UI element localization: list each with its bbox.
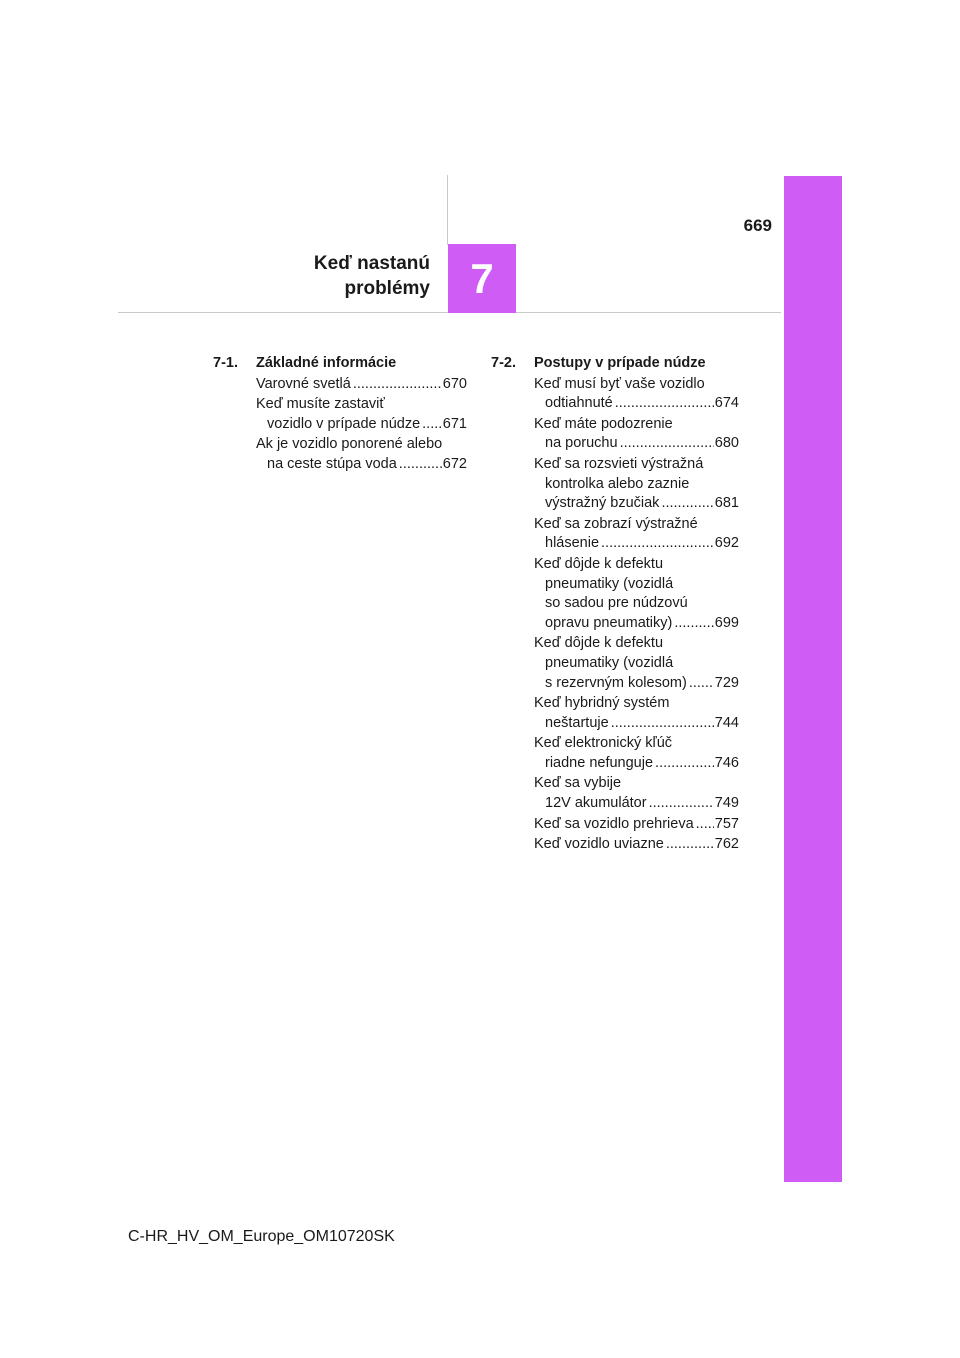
chapter-number: 7 bbox=[470, 254, 494, 302]
toc-entry[interactable] bbox=[534, 634, 739, 693]
toc-entry-line: 12V akumulátor ..... bbox=[534, 794, 714, 814]
toc-entry[interactable] bbox=[534, 835, 739, 855]
toc-entry-line: Keď sa zobrazí výstražné bbox=[534, 515, 698, 532]
toc-entry[interactable] bbox=[534, 555, 739, 633]
toc-entry-text bbox=[256, 395, 442, 434]
toc-entry-line: Keď elektronický kľúč bbox=[534, 735, 673, 752]
toc-entry[interactable] bbox=[534, 375, 739, 414]
toc-entry-line: na poruchu ..... bbox=[534, 434, 714, 454]
section-title: Základné informácie bbox=[256, 355, 397, 371]
toc-section-7-1 bbox=[213, 354, 467, 475]
toc-entry-line: Keď vozidlo uviazne ..... bbox=[534, 835, 714, 855]
toc-entry-line: Keď hybridný systém bbox=[534, 695, 670, 712]
toc-entry-text bbox=[534, 415, 714, 454]
toc-entry-page: 699 bbox=[714, 614, 739, 631]
document-footer-code: C-HR_HV_OM_Europe_OM10720SK bbox=[128, 1228, 395, 1245]
header-vertical-rule bbox=[447, 175, 448, 245]
toc-entry-line: na ceste stúpa voda ..... bbox=[256, 455, 442, 475]
toc-entry-text bbox=[534, 375, 714, 414]
toc-entry[interactable] bbox=[256, 435, 467, 474]
toc-entry[interactable] bbox=[534, 694, 739, 733]
section-heading bbox=[213, 354, 467, 374]
toc-entry-line: Keď sa rozsvieti výstražná bbox=[534, 455, 704, 472]
toc-entry[interactable] bbox=[256, 395, 467, 434]
toc-entry-page: 672 bbox=[442, 455, 467, 472]
toc-entry-line: Keď dôjde k defektu bbox=[534, 635, 664, 652]
toc-entry-line: Keď sa vybije bbox=[534, 775, 622, 792]
toc-entry-text bbox=[534, 694, 714, 733]
toc-entry-line: Varovné svetlá ..... bbox=[256, 375, 442, 395]
toc-entry-page: 671 bbox=[442, 415, 467, 432]
toc-entry-line: Keď dôjde k defektu bbox=[534, 555, 664, 572]
chapter-title-line-2: problémy bbox=[344, 278, 430, 299]
toc-entry-text bbox=[534, 515, 714, 554]
toc-entry-line: kontrolka alebo zaznie bbox=[545, 475, 690, 492]
toc-entry-page: 681 bbox=[714, 495, 739, 512]
toc-entry-text bbox=[534, 455, 714, 514]
chapter-title bbox=[250, 251, 430, 301]
toc-entry-page: 680 bbox=[714, 435, 739, 452]
toc-entry-page: 674 bbox=[714, 395, 739, 412]
toc-entry-line: opravu pneumatiky) ..... bbox=[534, 614, 714, 634]
toc-entry-line: Keď máte podozrenie bbox=[534, 415, 673, 432]
toc-entry-text bbox=[256, 375, 442, 395]
toc-entry-line: Keď musí byť vaše vozidlo bbox=[534, 375, 705, 392]
toc-entry-page: 762 bbox=[714, 836, 739, 853]
toc-entry-line: so sadou pre núdzovú bbox=[545, 595, 688, 612]
toc-entry-line: hlásenie ..... bbox=[534, 534, 714, 554]
chapter-title-line-1: Keď nastanú bbox=[313, 253, 430, 274]
section-heading bbox=[491, 354, 739, 374]
toc-entry-line: riadne nefunguje ..... bbox=[534, 754, 714, 774]
toc-entry-line: neštartuje ..... bbox=[534, 714, 714, 734]
toc-entry[interactable] bbox=[534, 515, 739, 554]
toc-entry-line: Keď musíte zastaviť bbox=[256, 396, 385, 413]
section-number: 7-2. bbox=[491, 355, 516, 371]
toc-entry-text bbox=[534, 634, 714, 693]
toc-entry-text bbox=[256, 435, 442, 474]
toc-entry-text bbox=[534, 835, 714, 855]
toc-entry-text bbox=[534, 774, 714, 813]
chapter-number-box bbox=[448, 244, 516, 313]
toc-entry-list bbox=[213, 375, 467, 475]
toc-entry[interactable] bbox=[534, 734, 739, 773]
toc-entry-line: Keď sa vozidlo prehrieva ..... bbox=[534, 815, 714, 835]
section-number: 7-1. bbox=[213, 355, 238, 371]
toc-entry-line: pneumatiky (vozidlá bbox=[545, 575, 674, 592]
toc-entry-page: 744 bbox=[714, 714, 739, 731]
toc-entry-line: výstražný bzučiak ..... bbox=[534, 494, 714, 514]
toc-entry-text bbox=[534, 815, 714, 835]
toc-entry-page: 692 bbox=[714, 535, 739, 552]
toc-section-7-2 bbox=[491, 354, 739, 855]
toc-entry[interactable] bbox=[534, 455, 739, 514]
toc-entry-page: 670 bbox=[442, 375, 467, 392]
toc-entry-page: 746 bbox=[714, 754, 739, 771]
toc-entry-text bbox=[534, 734, 714, 773]
toc-entry-line: pneumatiky (vozidlá bbox=[545, 654, 674, 671]
toc-entry[interactable] bbox=[256, 375, 467, 395]
chapter-side-tab bbox=[784, 176, 842, 1182]
toc-entry-list bbox=[491, 375, 739, 855]
toc-entry-line: Ak je vozidlo ponorené alebo bbox=[256, 436, 442, 453]
toc-entry-line: vozidlo v prípade núdze ..... bbox=[256, 415, 442, 435]
toc-entry-page: 757 bbox=[714, 815, 739, 832]
toc-entry[interactable] bbox=[534, 774, 739, 813]
toc-entry[interactable] bbox=[534, 815, 739, 835]
page-number: 669 bbox=[743, 216, 772, 235]
toc-entry-line: odtiahnuté ..... bbox=[534, 394, 714, 414]
toc-entry-page: 749 bbox=[714, 795, 739, 812]
toc-entry-line: s rezervným kolesom) ..... bbox=[534, 674, 714, 694]
toc-entry-page: 729 bbox=[714, 674, 739, 691]
toc-entry[interactable] bbox=[534, 415, 739, 454]
section-title: Postupy v prípade núdze bbox=[534, 355, 706, 371]
toc-entry-text bbox=[534, 555, 714, 633]
